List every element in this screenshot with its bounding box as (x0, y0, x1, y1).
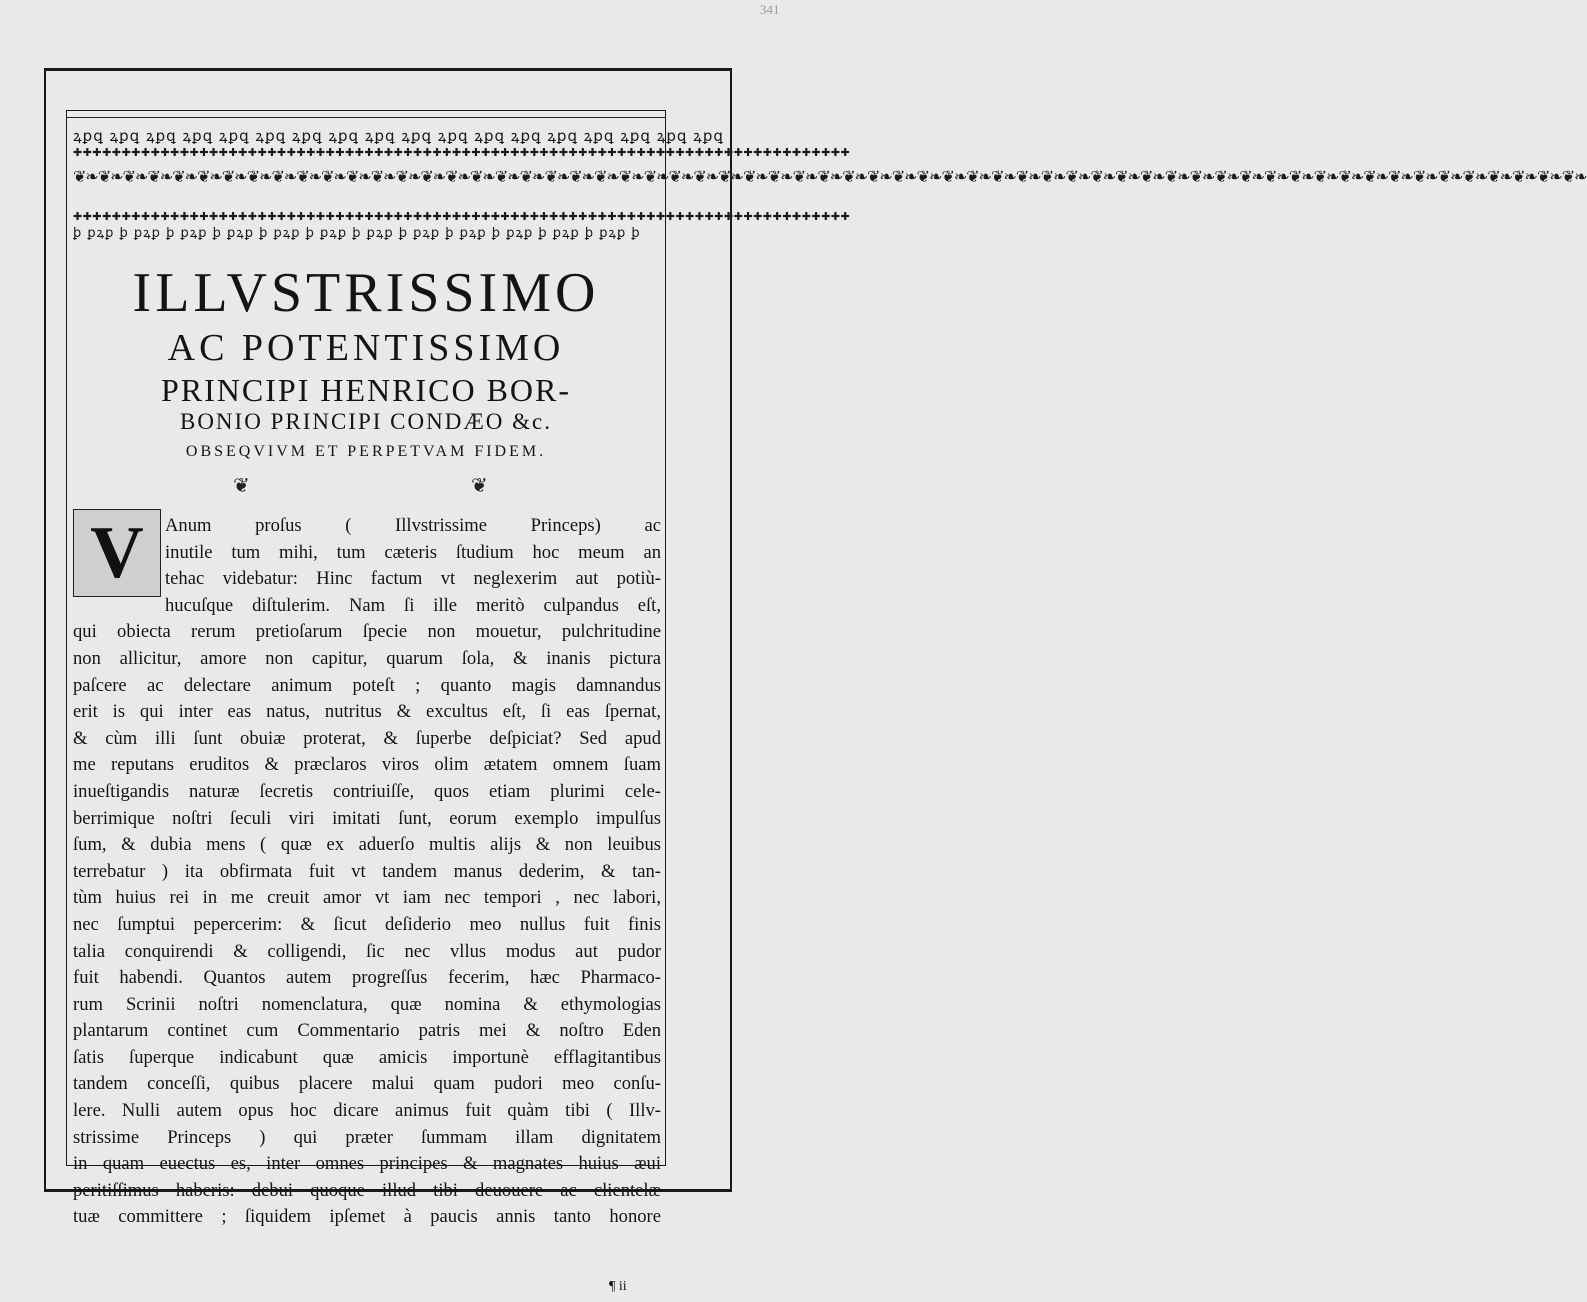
fleuron-icon: ❦ (233, 475, 250, 497)
text-line: berrimique noſtri ſeculi viri imitati ſunt, eorum exemplo impulſus (73, 807, 661, 829)
dedication-title-line-2: AC POTENTISSIMO (167, 327, 565, 369)
gathering-signature: ¶ ii (609, 1279, 627, 1294)
text-line: fuit habendi. Quantos autem progreſſus fecerim, hæc Pharmaco- (73, 967, 661, 989)
text-line: tuæ committere ; ſiquidem ipſemet à paucis annis tanto honore (73, 1206, 661, 1228)
ornament-band-floral: ❦❧❦❧❦❧❦❧❦❧❦❧❦❧❦❧❦❧❦❧❦❧❦❧❦❧❦❧❦❧❦❧❦❧❦❧❦❧❦❧❦❧❦❧❦❧❦❧❦❧❦❧❦❧❦❧❦❧❦❧❦❧❦❧❦❧❦❧❦❧❦❧❦❧❦❧❦❧❦❧❦❧❦❧❦❧❦❧❦❧❦❧❦❧❦❧❦❧❦❧❦❧❦❧❦❧❦❧❦❧❦❧❦❧❦❧❦❧❦❧❦❧ (73, 167, 1587, 186)
text-line: inutile tum mihi, tum cæteris ſtudium hoc meum an (165, 541, 661, 563)
text-line: lere. Nulli autem opus hoc dicare animus fuit quàm tibi ( Illv- (73, 1100, 661, 1122)
text-line: ſum, & dubia mens ( quæ ex aduerſo multis alijs & non leuibus (73, 834, 661, 856)
ornament-band-scroll-bottom: ꝧ ꝑꝝꝑ ꝧ ꝑꝝꝑ ꝧ ꝑꝝꝑ ꝧ ꝑꝝꝑ ꝧ ꝑꝝꝑ ꝧ ꝑꝝꝑ ꝧ ꝑꝝꝑ ꝧ ꝑꝝꝑ ꝧ ꝑꝝꝑ ꝧ ꝑꝝꝑ ꝧ ꝑꝝꝑ ꝧ ꝑꝝꝑ ꝧ (73, 226, 641, 241)
dedication-title-line-3: PRINCIPI HENRICO BOR- (160, 372, 572, 408)
text-line: & cùm illi ſunt obuiæ proterat, & ſuperbe deſpiciat? Sed apud (73, 727, 661, 749)
dedication-title-line-4: BONIO PRINCIPI CONDÆO &c. (179, 409, 552, 434)
text-line: tehac videbatur: Hinc factum vt neglexerim aut potiù- (165, 568, 661, 590)
text-line: inueſtigandis naturæ ſecretis contriuiſſe, quos etiam plurimi cele- (73, 780, 661, 802)
ornament-band-cross-bottom: ✚✚✚✚✚✚✚✚✚✚✚✚✚✚✚✚✚✚✚✚✚✚✚✚✚✚✚✚✚✚✚✚✚✚✚✚✚✚✚✚✚✚✚✚✚✚✚✚✚✚✚✚✚✚✚✚✚✚✚✚✚✚✚✚✚✚✚✚✚✚✚✚✚✚✚✚✚✚✚✚ (73, 210, 851, 223)
text-line: erit is qui inter eas natus, nutritus & excultus eſt, ſi eas ſpernat, (73, 701, 661, 723)
dedication-title-line-1: ILLVSTRISSIMO (132, 262, 600, 324)
text-line: qui obiecta rerum pretioſarum ſpecie non mouetur, pulchritudine (73, 621, 661, 643)
text-line: in quam euectus es, inter omnes principes & magnates huius æui (73, 1153, 661, 1175)
text-line: terrebatur ) ita obfirmata fuit vt tandem manus dederim, & tan- (73, 860, 661, 882)
text-line: peritiſſimus haberis: debui quoque illud tibi deuouere ac clientelæ (73, 1179, 661, 1201)
text-line: plantarum continet cum Commentario patris mei & noſtro Eden (73, 1020, 661, 1042)
text-line: hucuſque diſtulerim. Nam ſi ille meritò culpandus eſt, (165, 594, 661, 616)
ornament-band-scroll-top: ꝝꝑꝗ ꝝꝑꝗ ꝝꝑꝗ ꝝꝑꝗ ꝝꝑꝗ ꝝꝑꝗ ꝝꝑꝗ ꝝꝑꝗ ꝝꝑꝗ ꝝꝑꝗ ꝝꝑꝗ ꝝꝑꝗ ꝝꝑꝗ ꝝꝑꝗ ꝝꝑꝗ ꝝꝑꝗ ꝝꝑꝗ ꝝꝑꝗ (73, 127, 724, 145)
text-line: rum Scrinii noſtri nomenclatura, quæ nomina & ethymologias (73, 993, 661, 1015)
page-content-frame (66, 110, 1587, 1294)
text-line: tùm huius rei in me creuit amor vt iam nec tempori , nec labori, (73, 887, 661, 909)
ornament-top-rule (67, 117, 665, 118)
text-line: ſatis ſuperque indicabunt quæ amicis importunè efflagitantibus (73, 1046, 661, 1068)
drop-cap-letter: V (90, 512, 144, 594)
folio-number: 341 (760, 2, 780, 17)
text-line: talia conquirendi & colligendi, ſic nec vllus modus aut pudor (73, 940, 661, 962)
text-line: tandem conceſſi, quibus placere malui quam pudori meo conſu- (73, 1073, 661, 1095)
dedication-body-text (73, 513, 661, 1231)
ornament-band-cross-top: ✚✚✚✚✚✚✚✚✚✚✚✚✚✚✚✚✚✚✚✚✚✚✚✚✚✚✚✚✚✚✚✚✚✚✚✚✚✚✚✚✚✚✚✚✚✚✚✚✚✚✚✚✚✚✚✚✚✚✚✚✚✚✚✚✚✚✚✚✚✚✚✚✚✚✚✚✚✚✚✚ (73, 146, 851, 159)
text-line: strissime Princeps ) qui præter ſummam illam dignitatem (73, 1126, 661, 1148)
text-line: non allicitur, amore non capitur, quarum ſola, & inanis pictura (73, 647, 661, 669)
text-line: paſcere ac delectare animum poteſt ; quanto magis damnandus (73, 674, 661, 696)
text-line: Anum proſus ( Illvstrissime Princeps) ac (165, 515, 661, 536)
dedication-title-line-5: OBSEQVIVM ET PERPETVAM FIDEM. (185, 443, 547, 460)
text-line: me reputans eruditos & præclaros viros olim ætatem omnem ſuam (73, 754, 661, 776)
fleuron-icon: ❦ (471, 475, 488, 497)
text-line: nec ſumptui pepercerim: & ſicut deſiderio meo nullus fuit finis (73, 913, 661, 935)
